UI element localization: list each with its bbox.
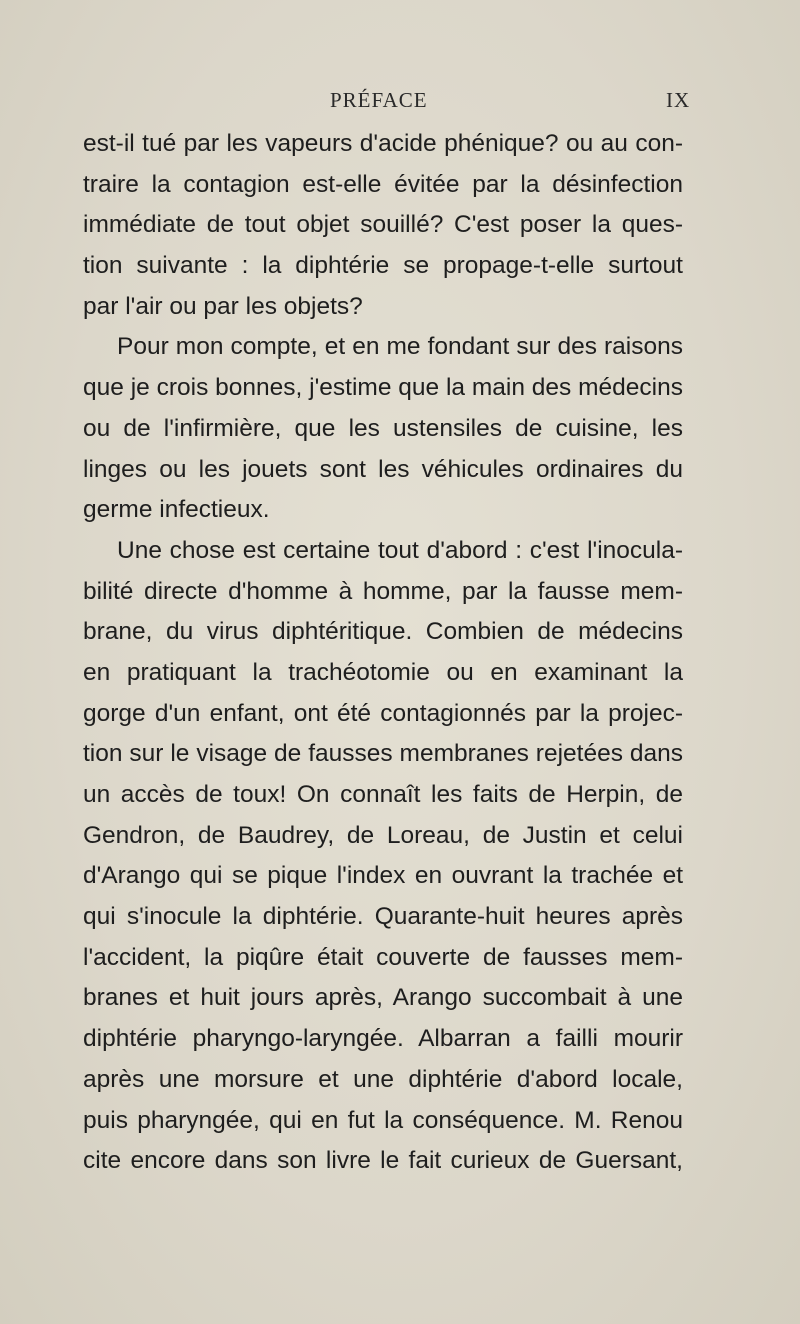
- text-line: Une chose est certaine tout d'abord : c'est l'inocula-: [117, 536, 683, 564]
- page-header: [0, 88, 800, 116]
- text-line: par l'air ou par les objets?: [83, 292, 363, 320]
- text-line: un accès de toux! On connaît les faits de Herpin, de: [83, 781, 683, 808]
- text-line: tion suivante : la diphtérie se propage-t-elle surtout: [83, 252, 683, 280]
- text-line: Pour mon compte, et en me fondant sur des raisons: [117, 333, 683, 361]
- text-line: d'Arango qui se pique l'index en ouvrant la trachée et: [83, 862, 683, 890]
- body-text: [83, 124, 683, 1182]
- text-line: linges ou les jouets sont les véhicules ordinaires du: [83, 455, 683, 483]
- paragraph: [83, 124, 683, 327]
- page-number: IX: [666, 88, 691, 112]
- text-line: ou de l'infirmière, que les ustensiles de cuisine, les: [83, 414, 683, 442]
- text-line: bilité directe d'homme à homme, par la fausse mem-: [83, 577, 683, 605]
- text-line: germe infectieux.: [83, 496, 270, 524]
- text-line: puis pharyngée, qui en fut la conséquence. M. Renou: [83, 1106, 683, 1134]
- text-line: brane, du virus diphtéritique. Combien de médecins: [83, 618, 683, 646]
- text-line: branes et huit jours après, Arango succombait à une: [83, 984, 683, 1012]
- text-line: tion sur le visage de fausses membranes rejetées dans: [83, 740, 683, 768]
- text-line: l'accident, la piqûre était couverte de fausses mem-: [83, 943, 683, 971]
- text-line: diphtérie pharyngo-laryngée. Albarran a failli mourir: [83, 1025, 683, 1053]
- text-line: Gendron, de Baudrey, de Loreau, de Justin et celui: [83, 821, 683, 849]
- text-line: est-il tué par les vapeurs d'acide phénique? ou au con-: [83, 130, 683, 157]
- paragraph: [83, 327, 683, 530]
- text-line: traire la contagion est-elle évitée par la désinfection: [83, 170, 683, 198]
- text-line: cite encore dans son livre le fait curieux de Guersant,: [83, 1147, 683, 1175]
- text-line: gorge d'un enfant, ont été contagionnés par la projec-: [83, 699, 683, 727]
- running-title: PRÉFACE: [330, 88, 428, 112]
- text-line: immédiate de tout objet souillé? C'est poser la ques-: [83, 211, 683, 239]
- text-line: en pratiquant la trachéotomie ou en examinant la: [83, 658, 683, 686]
- text-line: après une morsure et une diphtérie d'abord locale,: [83, 1065, 683, 1093]
- text-line: qui s'inocule la diphtérie. Quarante-huit heures après: [83, 903, 683, 931]
- text-line: que je crois bonnes, j'estime que la main des médecins: [83, 374, 683, 402]
- paragraph: [83, 531, 683, 1182]
